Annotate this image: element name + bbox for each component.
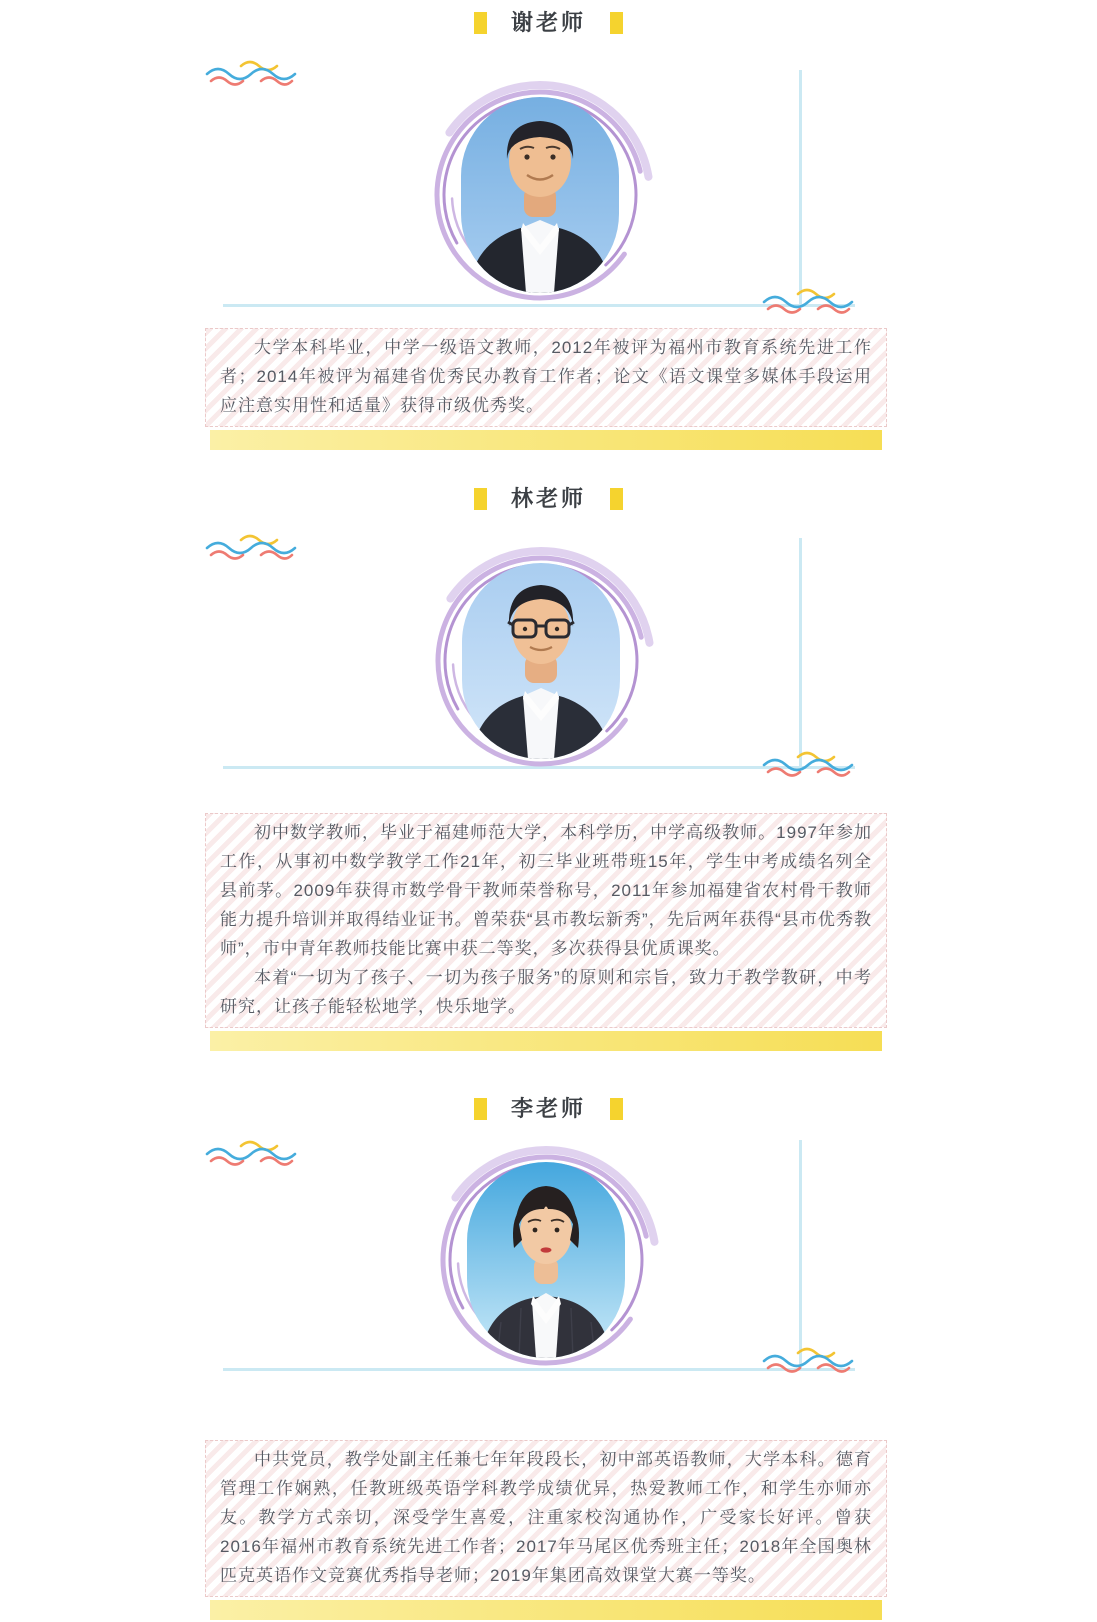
wave-squiggle-icon [205,58,298,86]
bio-card-accent-bar [210,1031,882,1051]
bio-card-body [205,1440,887,1597]
section-title [0,10,1097,36]
teacher-photo [462,563,620,759]
bio-card [205,1440,887,1620]
bio-card [205,328,887,450]
title-square-icon [474,488,487,510]
teacher-name: 林老师 [510,486,586,511]
bio-card [205,813,887,1051]
title-square-icon [474,1098,487,1120]
wave-squiggle-icon [762,286,855,314]
bio-card-body [205,328,887,427]
wave-squiggle-icon [205,1138,298,1166]
teacher-photo-frame [415,70,665,320]
title-square-icon [610,488,623,510]
bio-card-accent-bar [210,1600,882,1620]
bio-paragraph: 本着“一切为了孩子、一切为孩子服务”的原则和宗旨，致力于教学教研，中考研究，让孩子能轻松地学，快乐地学。 [220,968,872,1016]
section-title [0,1096,1097,1122]
bio-paragraph: 中共党员，教学处副主任兼七年年段段长，初中部英语教师，大学本科。德育管理工作娴熟，任教班级英语学科教学成绩优异，热爱教师工作，和学生亦师亦友。教学方式亲切，深受学生喜爱，注重家校沟通协作，广受家长好评。曾获2016年福州市教育系统先进工作者；2017年马尾区优秀班主任；2018年全国奥林匹克英语作文竞赛优秀指导老师；2019年集团高效课堂大赛一等奖。 [220,1450,872,1585]
teacher-photo-frame [421,1135,671,1385]
teacher-name: 谢老师 [510,10,586,35]
divider-line-vertical [799,70,802,307]
title-square-icon [610,1098,623,1120]
bio-paragraph: 初中数学教师，毕业于福建师范大学，本科学历，中学高级教师。1997年参加工作，从事初中数学教学工作21年，初三毕业班带班15年，学生中考成绩名列全县前茅。2009年获得市数学骨干教师荣誉称号，2011年参加福建省农村骨干教师能力提升培训并取得结业证书。曾荣获“县市教坛新秀”，先后两年获得“县市优秀教师”，市中青年教师技能比赛中获二等奖，多次获得县优质课奖。 [220,823,872,958]
teacher-name: 李老师 [510,1096,586,1121]
divider-line-vertical [799,538,802,769]
title-square-icon [474,12,487,34]
wave-squiggle-icon [762,749,855,777]
bio-card-body [205,813,887,1028]
divider-line-vertical [799,1140,802,1371]
teacher-photo-frame [416,536,666,786]
teacher-photo [467,1162,625,1358]
bio-paragraph: 大学本科毕业，中学一级语文教师，2012年被评为福州市教育系统先进工作者；2014年被评为福建省优秀民办教育工作者；论文《语文课堂多媒体手段运用应注意实用性和适量》获得市级优秀奖。 [220,338,872,415]
title-square-icon [610,12,623,34]
wave-squiggle-icon [762,1345,855,1373]
bio-card-accent-bar [210,430,882,450]
teacher-photo [461,97,619,293]
wave-squiggle-icon [205,532,298,560]
section-title [0,486,1097,512]
